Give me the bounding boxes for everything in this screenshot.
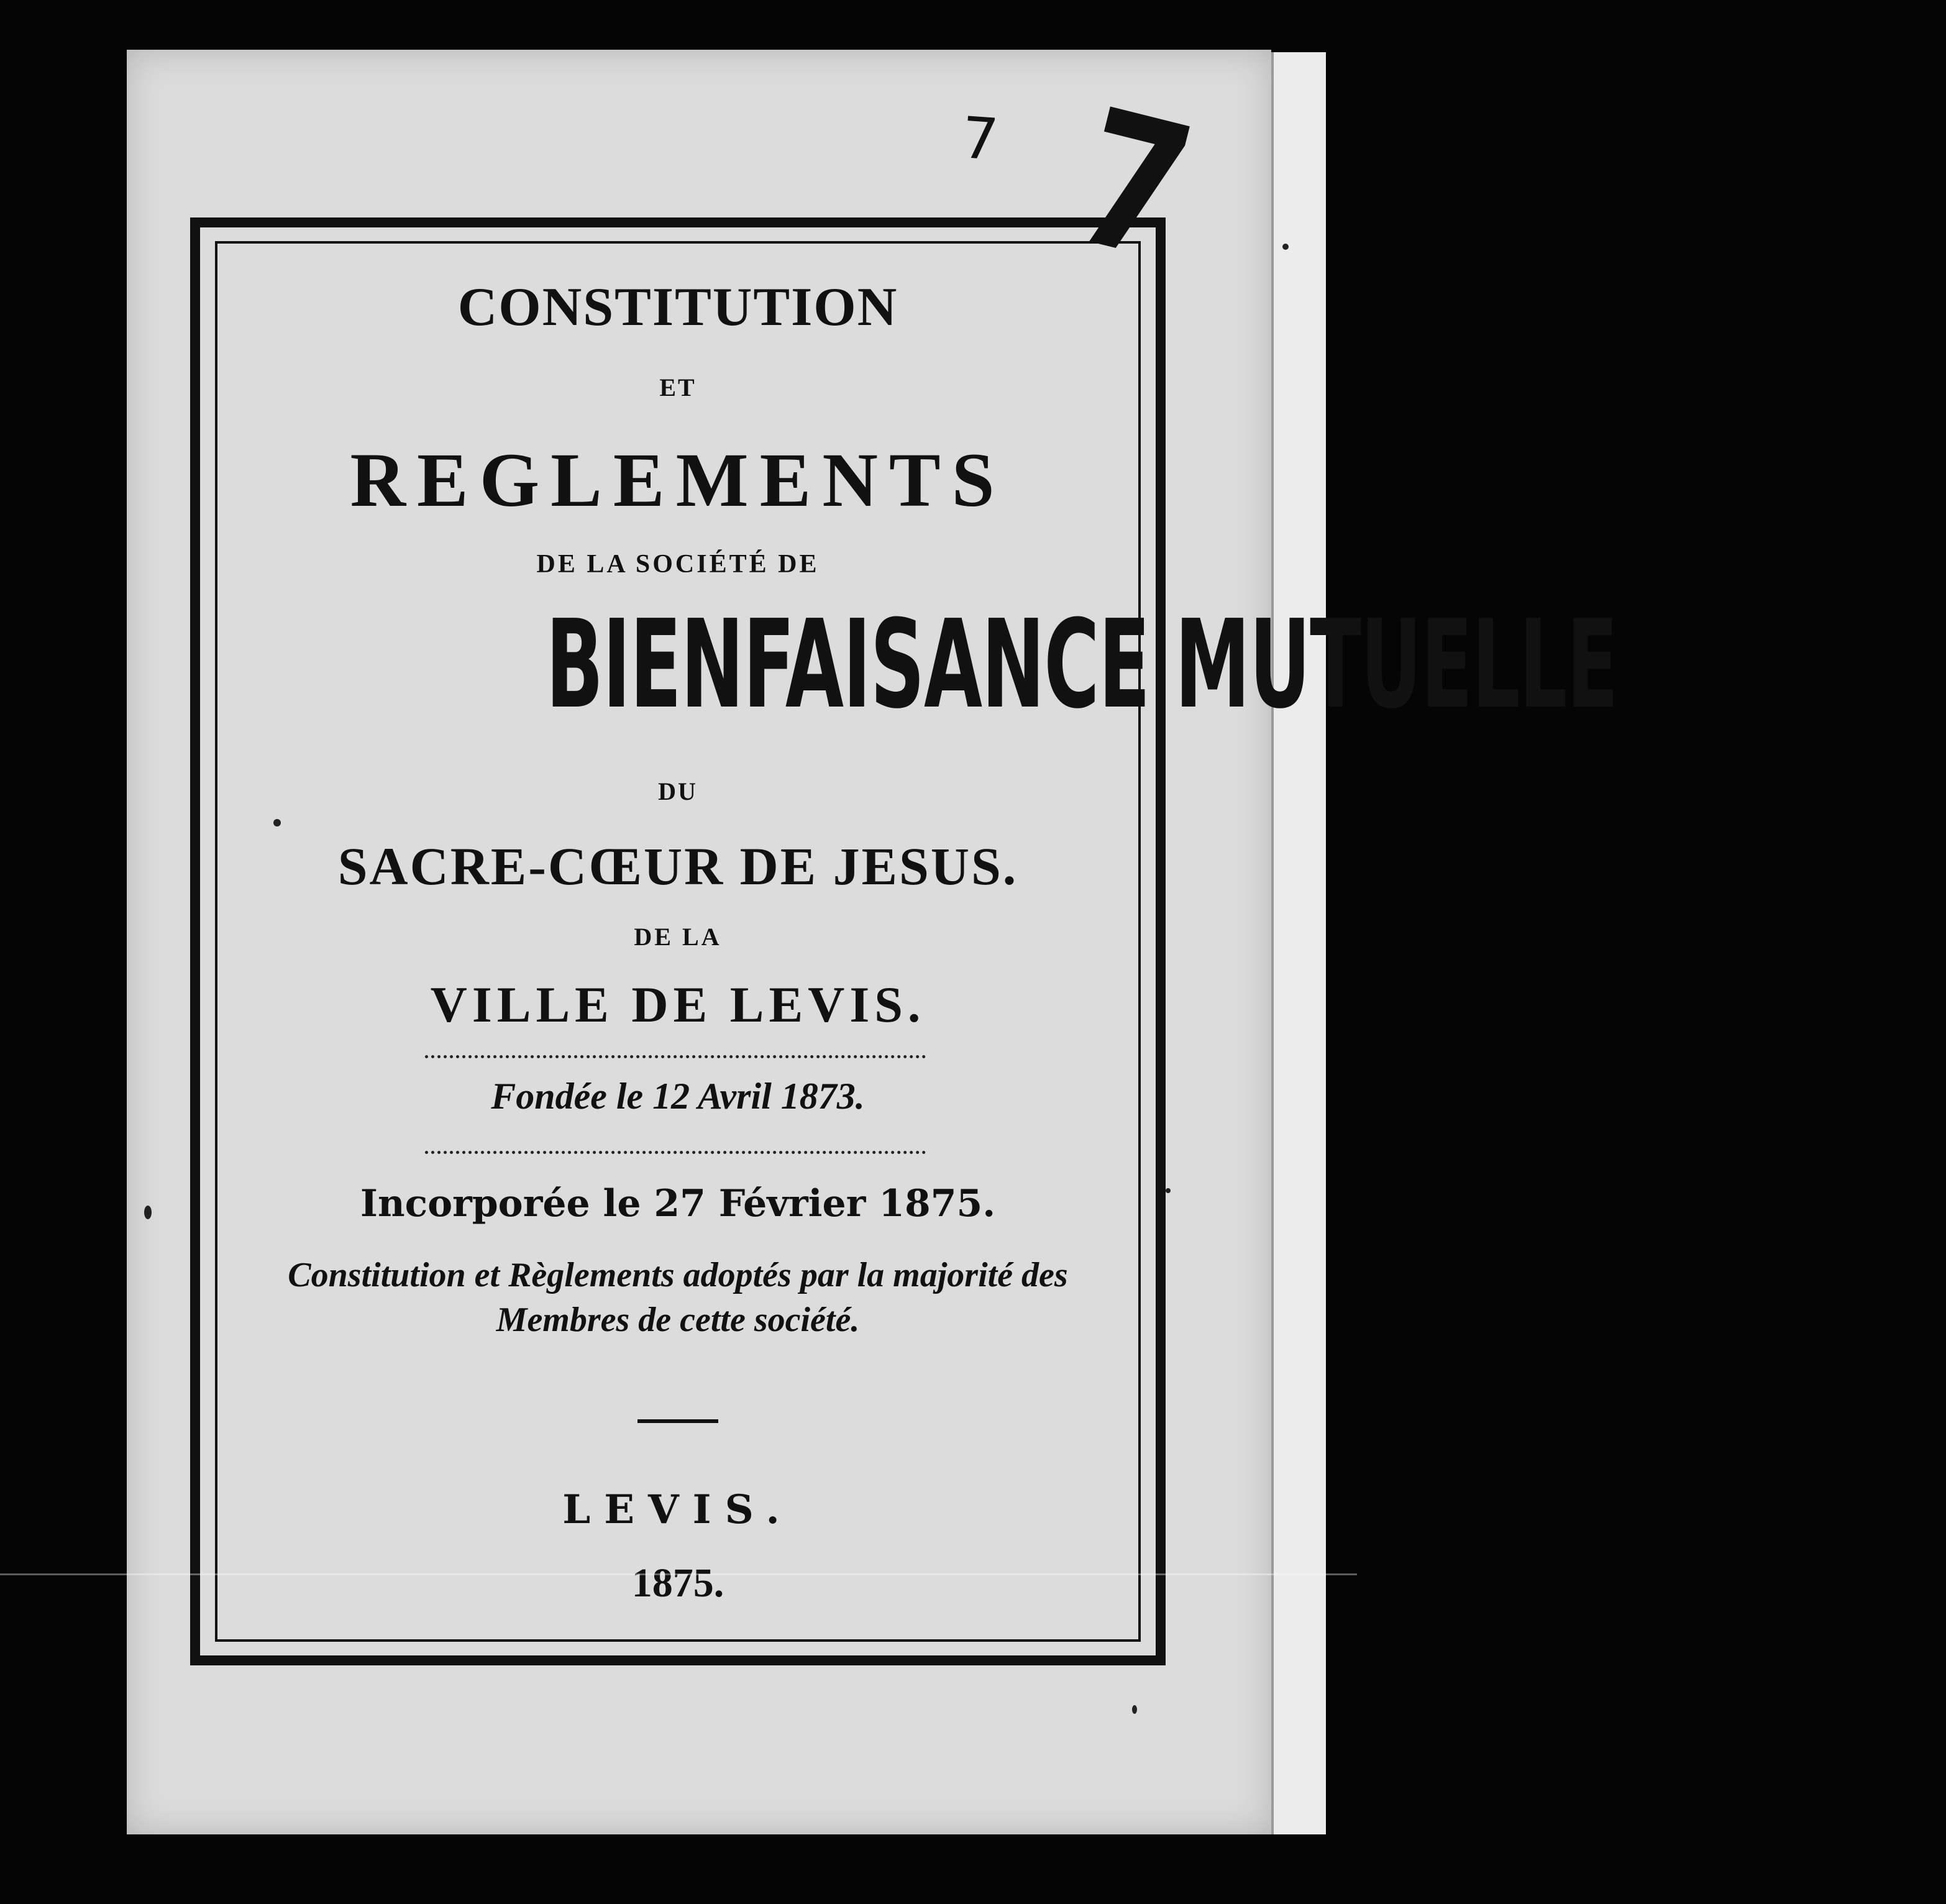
scan-speck (1282, 244, 1289, 250)
scan-speck (1166, 1188, 1171, 1193)
handwritten-mark-small: 7 (959, 104, 1001, 173)
scan-speck (144, 1206, 152, 1219)
title-sacre-coeur: SACRE-CŒUR DE JESUS. (337, 836, 1018, 896)
paper-edge-strip (1271, 52, 1326, 1834)
dotted-separator-bottom (425, 1151, 926, 1154)
imprint-place: LEVIS. (562, 1486, 793, 1533)
scan-speck (1132, 1705, 1137, 1714)
title-de-la-societe-de: DE LA SOCIÉTÉ DE (536, 550, 820, 579)
handwritten-mark-large: 7 (1057, 68, 1210, 304)
adoption-note-line-2: Membres de cette société. (496, 1301, 860, 1339)
founded-date: Fondée le 12 Avril 1873. (491, 1076, 865, 1117)
title-de-la: DE LA (634, 923, 722, 951)
title-et: ET (659, 373, 697, 401)
title-page-content (217, 244, 1618, 1639)
title-ville-de-levis: VILLE DE LEVIS. (430, 976, 926, 1033)
title-reglements: REGLEMENTS (350, 437, 1006, 523)
short-horizontal-rule (637, 1419, 718, 1423)
adoption-note-line-1: Constitution et Règlements adoptés par la majorité des (288, 1256, 1068, 1294)
incorporation-date: Incorporée le 27 Février 1875. (360, 1182, 996, 1225)
title-constitution: CONSTITUTION (457, 277, 898, 337)
title-bienfaisance-mutuelle: BIENFAISANCE MUTUELLE (546, 594, 1618, 736)
dotted-separator-top (425, 1055, 926, 1058)
imprint-year: 1875. (631, 1560, 724, 1606)
scan-speck (273, 819, 281, 826)
title-du: DU (658, 777, 698, 805)
scan-line-artifact (0, 1573, 1357, 1575)
